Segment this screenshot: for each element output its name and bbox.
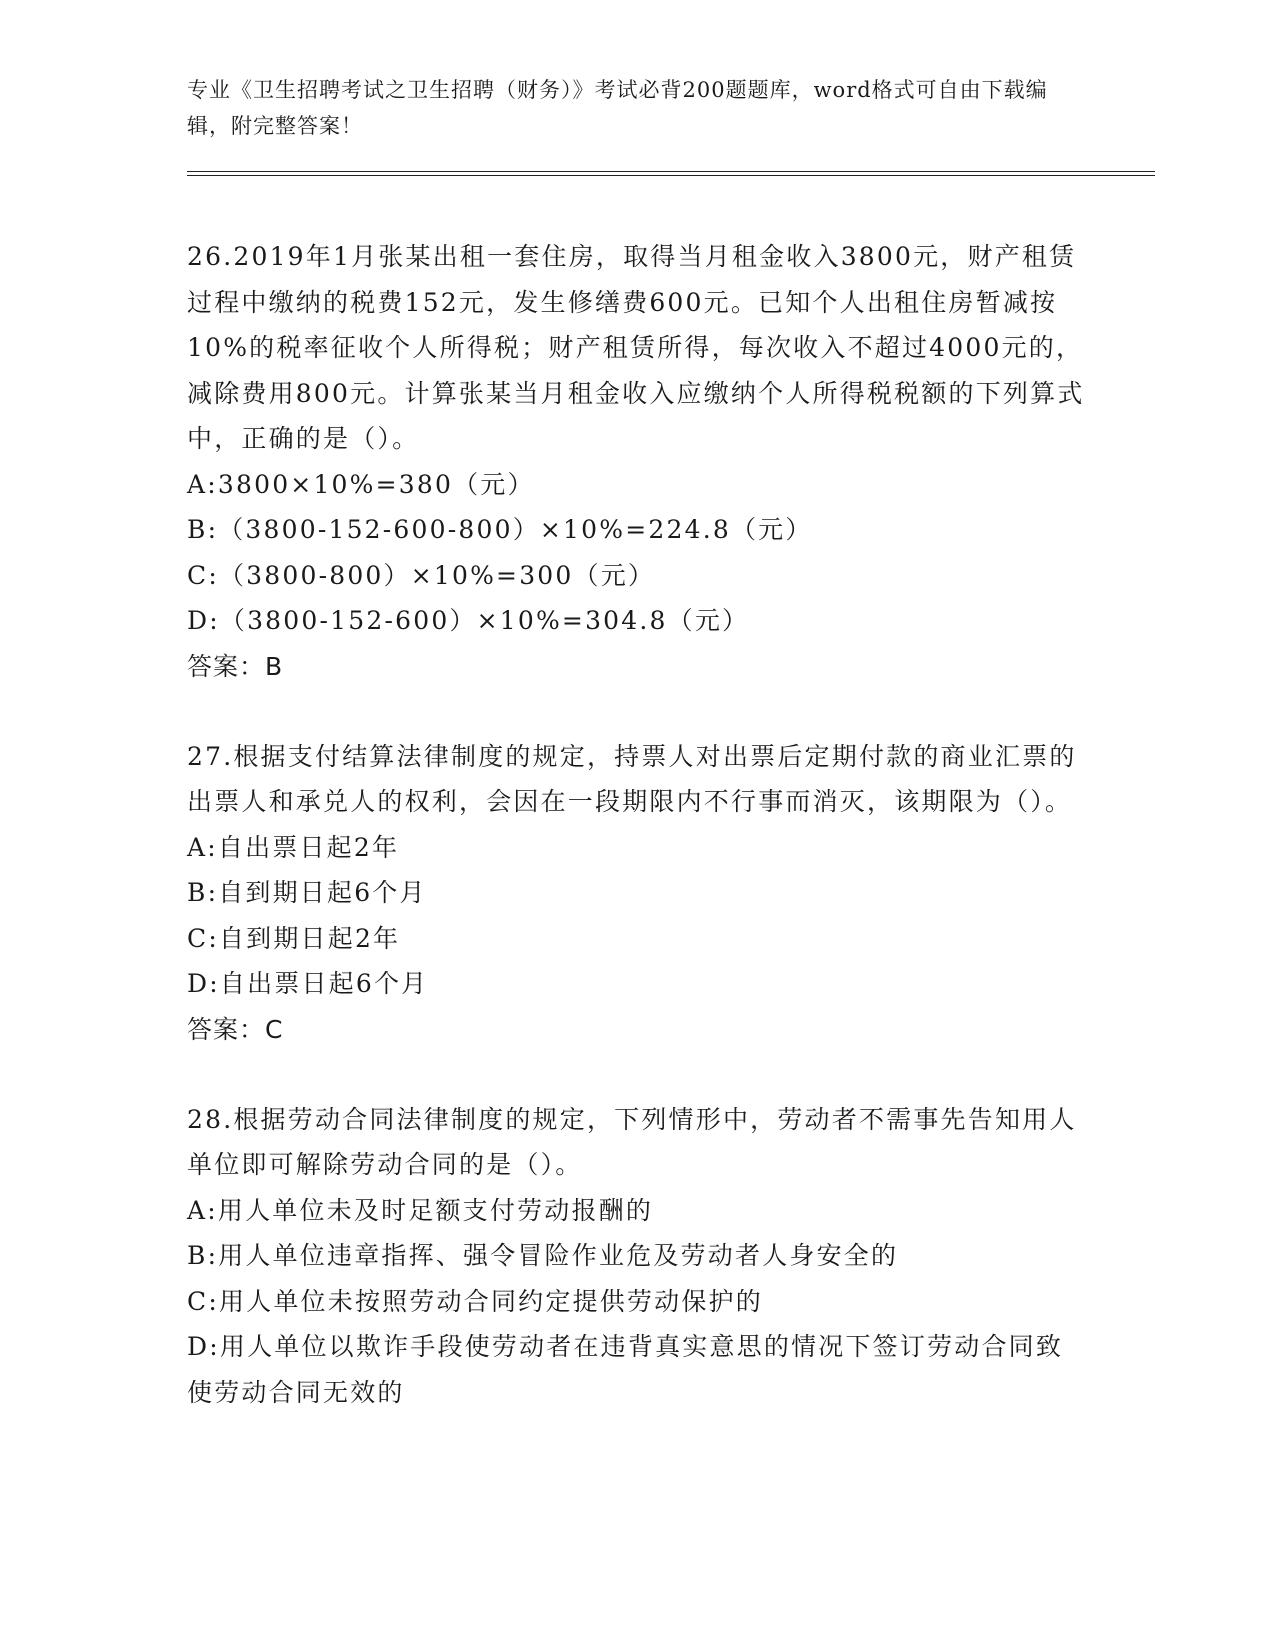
question-26 <box>187 234 1087 690</box>
option-b: B:用人单位违章指挥、强令冒险作业危及劳动者人身安全的 <box>187 1241 899 1270</box>
header-rule-bottom <box>187 175 1155 176</box>
option-d: D:用人单位以欺诈手段使劳动者在违背真实意思的情况下签订劳动合同致使劳动合同无效的 <box>187 1332 1064 1407</box>
question-list <box>187 234 1087 1459</box>
option-b: B:（3800-152-600-800）×10%=224.8（元） <box>187 515 813 544</box>
answer-label: 答案：C <box>187 1014 284 1044</box>
option-b: B:自到期日起6个月 <box>187 878 427 907</box>
answer-label: 答案：B <box>187 651 284 681</box>
question-28 <box>187 1097 1087 1416</box>
option-a: A:自出票日起2年 <box>187 832 400 862</box>
option-d: D:自出票日起6个月 <box>187 969 429 998</box>
question-stem: 27.根据支付结算法律制度的规定，持票人对出票后定期付款的商业汇票的出票人和承兑人的权利，会因在一段期限内不行事而消灭，该期限为（）。 <box>187 741 1077 816</box>
option-c: C:用人单位未按照劳动合同约定提供劳动保护的 <box>187 1286 763 1316</box>
option-a: A:用人单位未及时足额支付劳动报酬的 <box>187 1195 654 1225</box>
document-header: 专业《卫生招聘考试之卫生招聘（财务）》考试必背200题题库，word格式可自由下载编辑，附完整答案！ <box>187 78 1048 138</box>
option-a: A:3800×10%=380（元） <box>187 469 535 499</box>
question-27 <box>187 734 1087 1053</box>
question-stem: 26.2019年1月张某出租一套住房，取得当月租金收入3800元，财产租赁过程中缴纳的税费152元，发生修缮费600元。已知个人出租住房暂减按10%的税率征收个人所得税；财产租赁所得，每次收入不超过4000元的，减除费用800元。计算张某当月租金收入应缴纳个人所得税税额的下列算式中，正确的是（）。 <box>187 242 1085 453</box>
header-rule-top <box>187 171 1155 172</box>
option-c: C:（3800-800）×10%=300（元） <box>187 560 656 590</box>
question-stem: 28.根据劳动合同法律制度的规定，下列情形中，劳动者不需事先告知用人单位即可解除劳动合同的是（）。 <box>187 1104 1077 1179</box>
option-d: D:（3800-152-600）×10%=304.8（元） <box>187 606 750 635</box>
option-c: C:自到期日起2年 <box>187 923 401 953</box>
